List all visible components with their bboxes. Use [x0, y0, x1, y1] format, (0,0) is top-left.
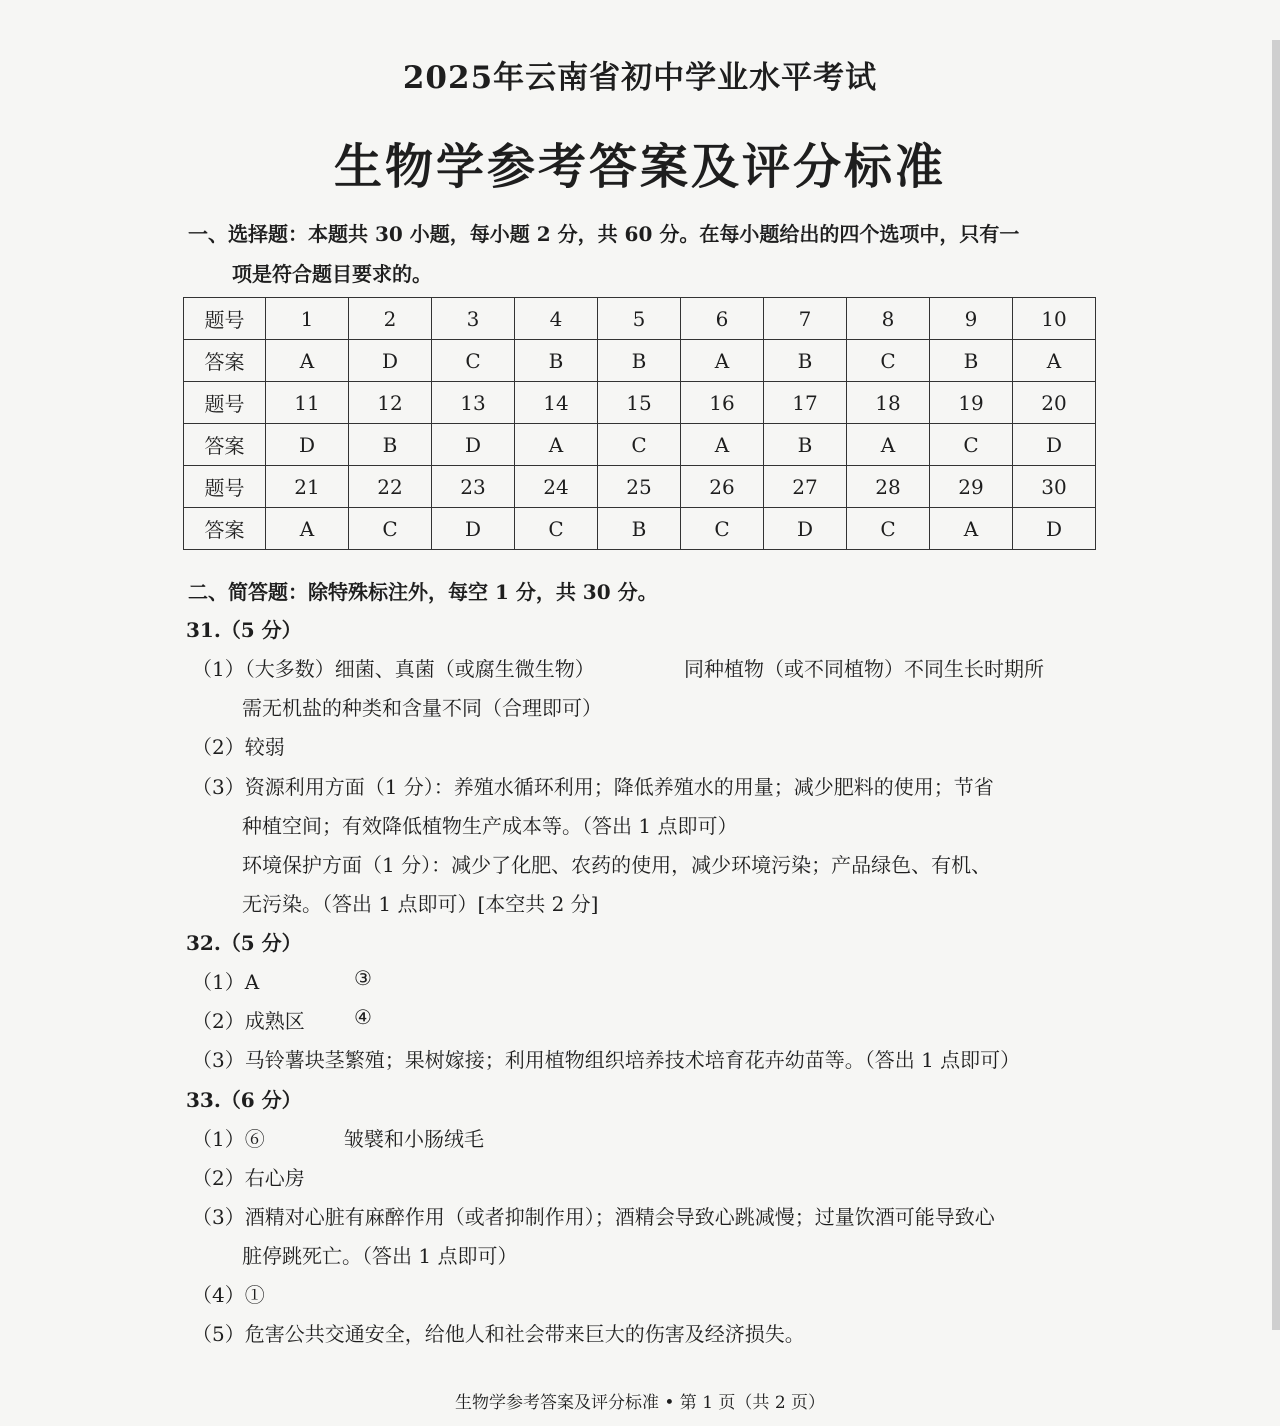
row-label: 答案 — [184, 508, 266, 550]
table-cell: 30 — [1013, 466, 1096, 508]
table-cell: D — [1013, 424, 1096, 466]
table-cell: 20 — [1013, 382, 1096, 424]
q33-a1-label: （1）⑥ — [192, 1127, 265, 1151]
table-cell: C — [681, 508, 764, 550]
page-edge-shadow — [1272, 40, 1280, 1330]
answer-table-row — [184, 382, 1096, 424]
table-cell: 17 — [764, 382, 847, 424]
table-cell: 2 — [349, 298, 432, 340]
q31-title: 31.（5 分） — [186, 618, 302, 642]
q33-a3-line1: （3）酒精对心脏有麻醉作用（或者抑制作用）；酒精会导致心跳减慢；过量饮酒可能导致心 — [192, 1205, 995, 1229]
table-cell: A — [515, 424, 598, 466]
table-cell: A — [847, 424, 930, 466]
answer-table-row — [184, 508, 1096, 550]
table-cell: 1 — [266, 298, 349, 340]
answer-table-row — [184, 466, 1096, 508]
table-cell: C — [432, 340, 515, 382]
table-cell: D — [1013, 508, 1096, 550]
table-cell: 9 — [930, 298, 1013, 340]
table-cell: C — [847, 340, 930, 382]
answer-table-row — [184, 424, 1096, 466]
page-footer: 生物学参考答案及评分标准 • 第 1 页（共 2 页） — [454, 1393, 826, 1413]
section1-heading-cont: 项是符合题目要求的。 — [232, 262, 432, 286]
answer-table-row — [184, 340, 1096, 382]
table-cell: 14 — [515, 382, 598, 424]
q32-a1-label: （1）A — [192, 970, 260, 994]
table-cell: B — [930, 340, 1013, 382]
table-cell: 13 — [432, 382, 515, 424]
q31-a1-cont: 需无机盐的种类和含量不同（合理即可） — [242, 696, 602, 720]
table-cell: 27 — [764, 466, 847, 508]
q31-a3-line2: 种植空间；有效降低植物生产成本等。（答出 1 点即可） — [242, 814, 738, 838]
table-cell: 8 — [847, 298, 930, 340]
table-cell: A — [266, 340, 349, 382]
table-cell: D — [432, 424, 515, 466]
table-cell: 5 — [598, 298, 681, 340]
table-cell: A — [266, 508, 349, 550]
table-cell: 23 — [432, 466, 515, 508]
table-cell: A — [930, 508, 1013, 550]
table-cell: 11 — [266, 382, 349, 424]
q32-a2-label: （2）成熟区 — [192, 1009, 305, 1033]
section2-heading: 二、简答题：除特殊标注外，每空 1 分，共 30 分。 — [188, 580, 658, 604]
table-cell: A — [681, 424, 764, 466]
q33-a3-line2: 脏停跳死亡。（答出 1 点即可） — [242, 1244, 518, 1268]
table-cell: 25 — [598, 466, 681, 508]
table-cell: 26 — [681, 466, 764, 508]
table-cell: 29 — [930, 466, 1013, 508]
table-cell: B — [764, 340, 847, 382]
table-cell: 6 — [681, 298, 764, 340]
table-cell: 21 — [266, 466, 349, 508]
table-cell: 10 — [1013, 298, 1096, 340]
q31-a2: （2）较弱 — [192, 735, 285, 759]
q32-title: 32.（5 分） — [186, 931, 302, 955]
q33-a1-value: 皱襞和小肠绒毛 — [344, 1127, 484, 1151]
row-label: 答案 — [184, 340, 266, 382]
table-cell: C — [349, 508, 432, 550]
table-cell: B — [764, 424, 847, 466]
table-cell: D — [349, 340, 432, 382]
exam-title: 2025年云南省初中学业水平考试 — [402, 60, 878, 96]
answer-table — [183, 297, 1096, 550]
q33-a4: （4）① — [192, 1283, 265, 1307]
q32-a3: （3）马铃薯块茎繁殖；果树嫁接；利用植物组织培养技术培育花卉幼苗等。（答出 1 点即可） — [192, 1048, 1021, 1072]
table-cell: 28 — [847, 466, 930, 508]
table-cell: A — [1013, 340, 1096, 382]
table-cell: B — [349, 424, 432, 466]
q31-a1-part2: 同种植物（或不同植物）不同生长时期所 — [684, 657, 1044, 681]
table-cell: C — [515, 508, 598, 550]
table-cell: C — [847, 508, 930, 550]
q33-a5: （5）危害公共交通安全，给他人和社会带来巨大的伤害及经济损失。 — [192, 1322, 805, 1346]
q32-a1-value: ③ — [354, 966, 372, 990]
row-label: 题号 — [184, 382, 266, 424]
table-cell: B — [598, 508, 681, 550]
table-cell: 12 — [349, 382, 432, 424]
q31-a3-line1: （3）资源利用方面（1 分）：养殖水循环利用；降低养殖水的用量；减少肥料的使用；节省 — [192, 775, 994, 799]
table-cell: 19 — [930, 382, 1013, 424]
q33-title: 33.（6 分） — [186, 1088, 302, 1112]
table-cell: D — [266, 424, 349, 466]
row-label: 题号 — [184, 466, 266, 508]
q33-a2: （2）右心房 — [192, 1166, 305, 1190]
table-cell: D — [764, 508, 847, 550]
q31-a1-part1: （1）（大多数）细菌、真菌（或腐生微生物） — [192, 657, 595, 681]
table-cell: C — [930, 424, 1013, 466]
document-title: 生物学参考答案及评分标准 — [333, 139, 946, 195]
table-cell: 15 — [598, 382, 681, 424]
section1-heading: 一、选择题：本题共 30 小题，每小题 2 分，共 60 分。在每小题给出的四个选项中，只有一 — [188, 222, 1020, 246]
table-cell: 3 — [432, 298, 515, 340]
q31-a3-line4: 无污染。（答出 1 点即可）[本空共 2 分] — [242, 892, 599, 916]
answer-table-row — [184, 298, 1096, 340]
q32-a2-value: ④ — [354, 1005, 372, 1029]
table-cell: 24 — [515, 466, 598, 508]
row-label: 答案 — [184, 424, 266, 466]
table-cell: 16 — [681, 382, 764, 424]
table-cell: C — [598, 424, 681, 466]
table-cell: 4 — [515, 298, 598, 340]
table-cell: B — [598, 340, 681, 382]
table-cell: A — [681, 340, 764, 382]
table-cell: D — [432, 508, 515, 550]
q31-a3-line3: 环境保护方面（1 分）：减少了化肥、农药的使用，减少环境污染；产品绿色、有机、 — [242, 853, 992, 877]
table-cell: 22 — [349, 466, 432, 508]
table-cell: 18 — [847, 382, 930, 424]
table-cell: 7 — [764, 298, 847, 340]
table-cell: B — [515, 340, 598, 382]
row-label: 题号 — [184, 298, 266, 340]
